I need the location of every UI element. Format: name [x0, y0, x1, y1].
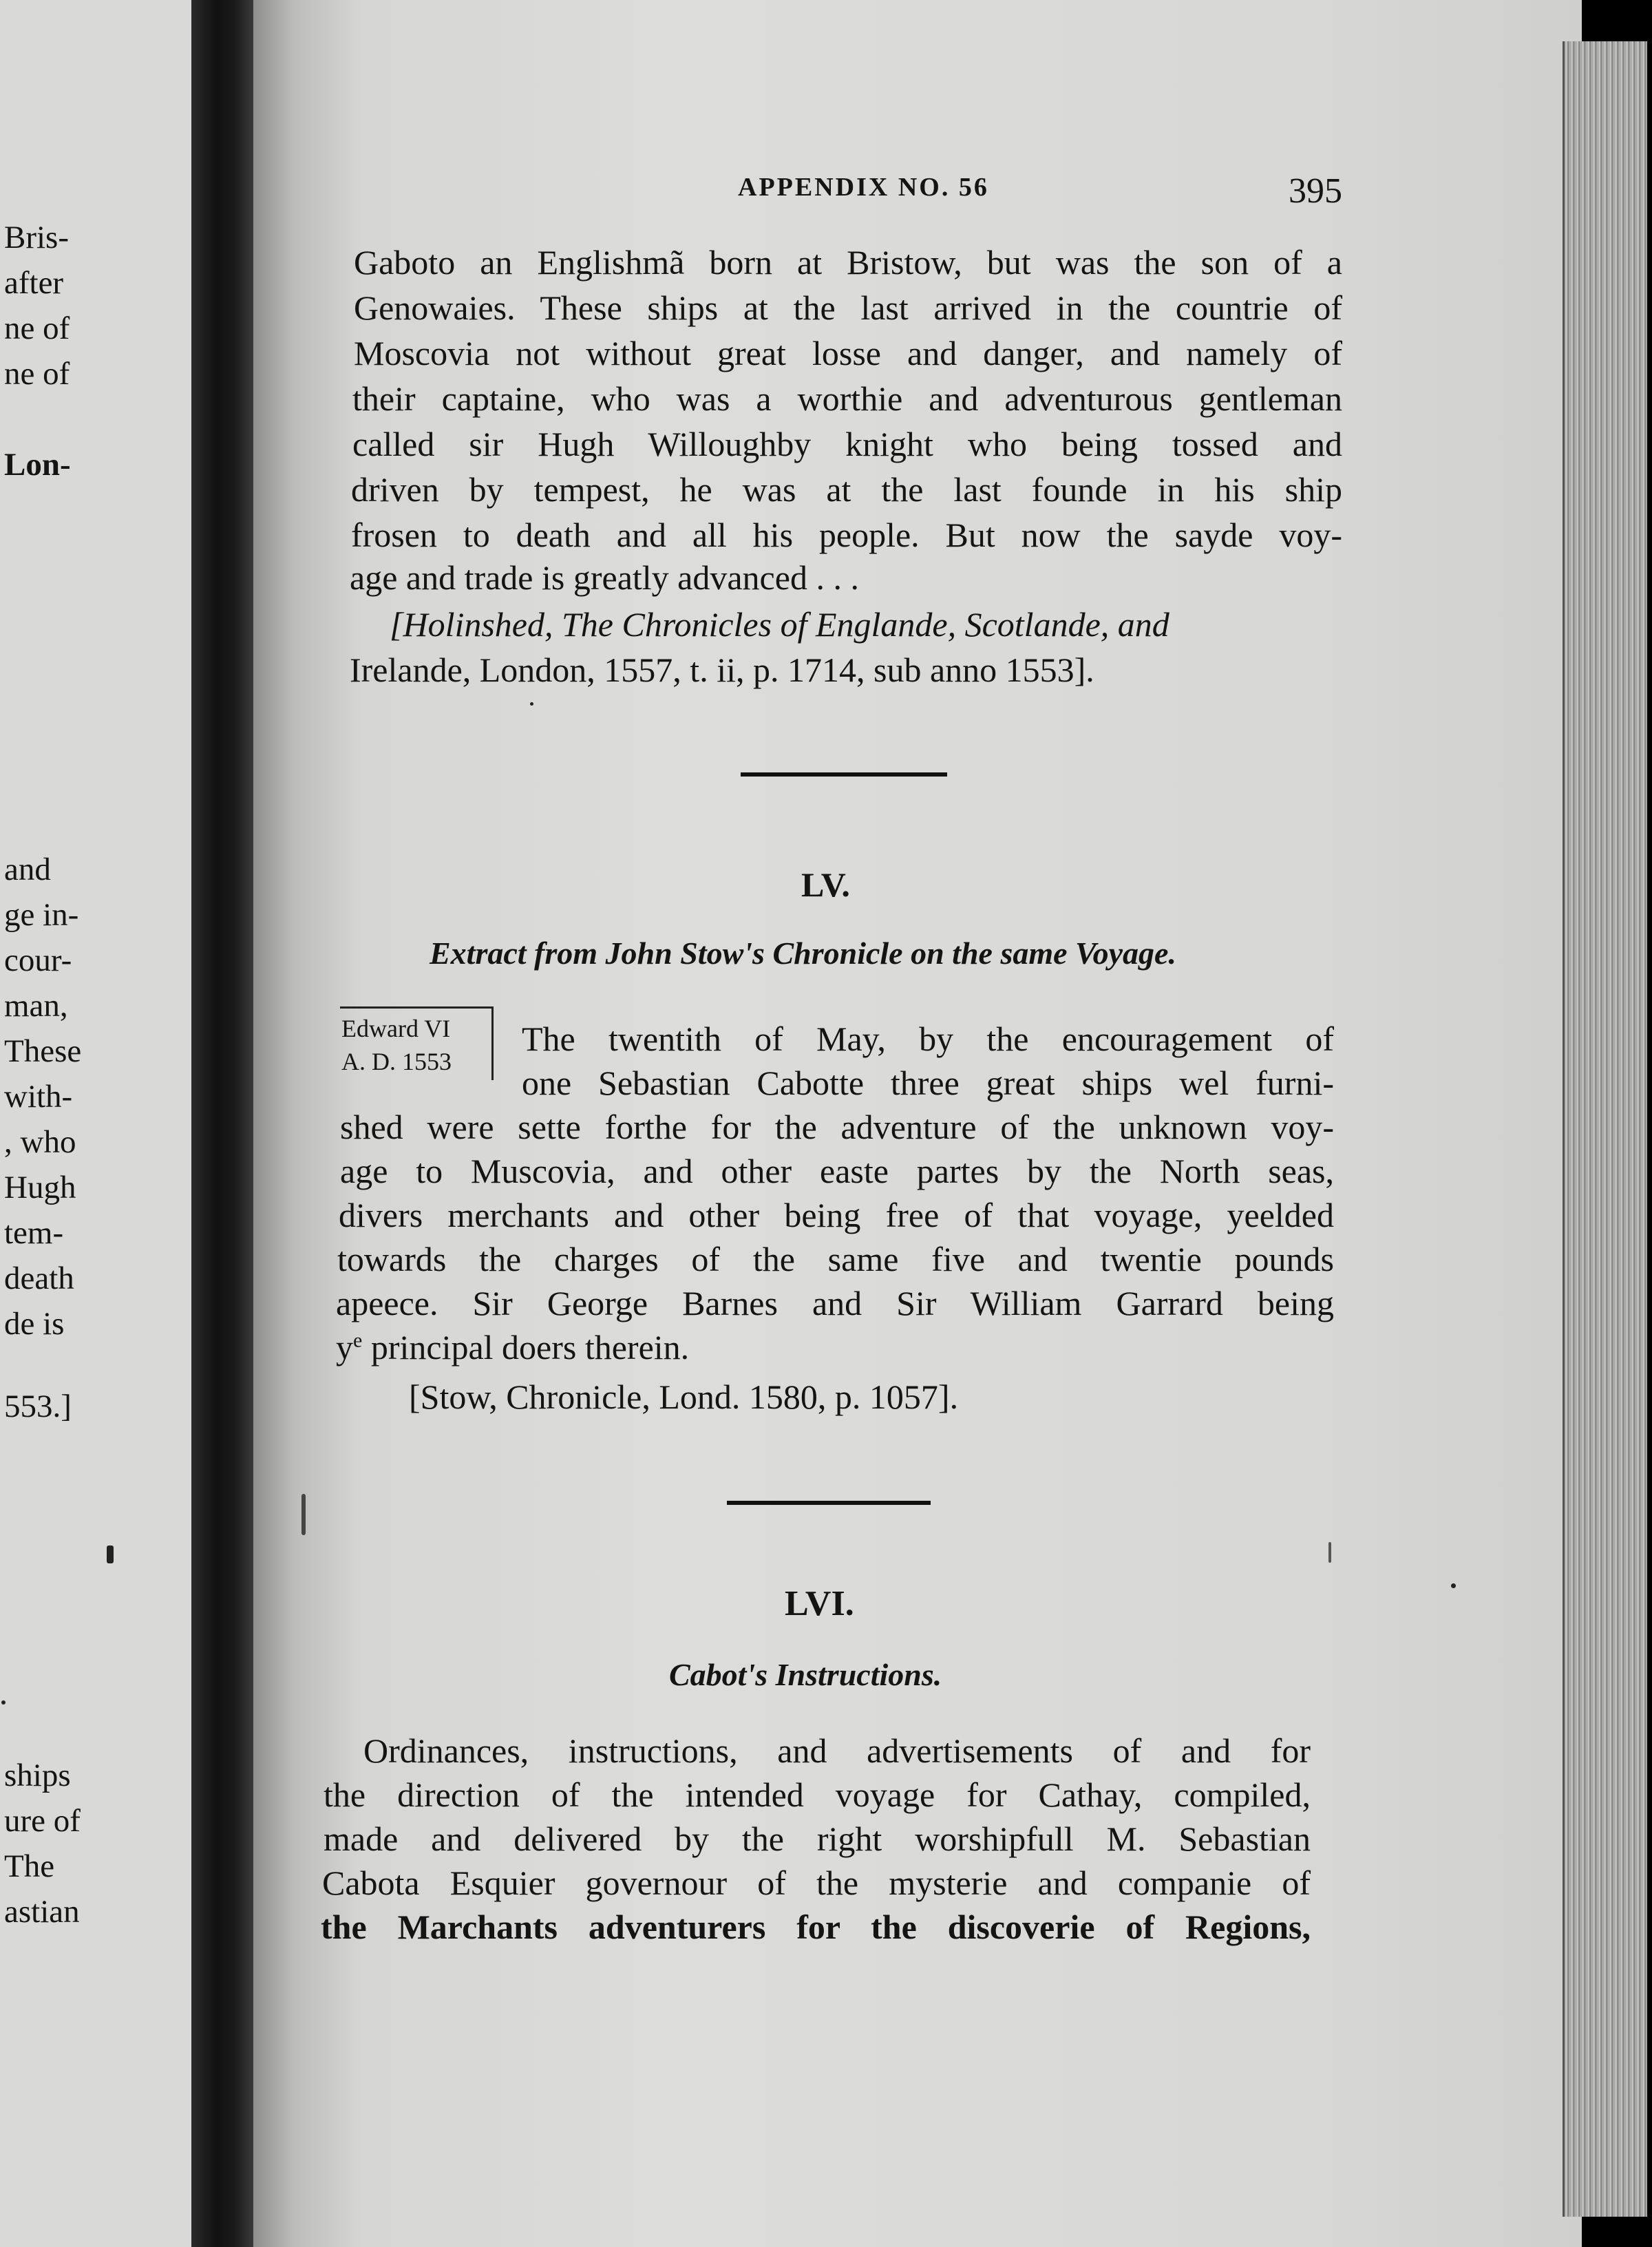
left-fragment-line: ge in-: [4, 897, 79, 933]
citation-line: [Holinshed, The Chronicles of Englande, Scotlande, and: [390, 605, 1169, 644]
text-line: frosen to death and all his people. But now the sayde voy-: [351, 516, 1342, 554]
section-title: Extract from John Stow's Chronicle on the same Voyage.: [430, 936, 1176, 971]
left-fragment-line: ure of: [4, 1803, 81, 1839]
text-line: their captaine, who was a worthie and adventurous gentleman: [352, 379, 1342, 418]
left-fragment-line: after: [4, 265, 64, 301]
scan-artifact: [1328, 1542, 1331, 1563]
margin-note-line: Edward VI: [341, 1015, 451, 1042]
text-line: the Marchants adventurers for the discoverie of Regions,: [321, 1908, 1311, 1946]
text-line: Ordinances, instructions, and advertisements of and for: [363, 1731, 1311, 1770]
text-line: Genowaies. These ships at the last arrived in the countrie of: [354, 288, 1342, 327]
text-line: the direction of the intended voyage for Cathay, compiled,: [324, 1775, 1311, 1814]
left-fragment-line: with-: [4, 1079, 73, 1115]
text-line: one Sebastian Cabotte three great ships wel furni-: [522, 1064, 1334, 1102]
page-number: 395: [1289, 171, 1342, 211]
text-line-ye: [336, 1327, 689, 1367]
text-line: divers merchants and other being free of that voyage, yeelded: [339, 1196, 1334, 1234]
text-line: age and trade is greatly advanced . . .: [350, 558, 859, 597]
text-line: Cabota Esquier governour of the mysterie and companie of: [322, 1864, 1311, 1902]
text-line: age to Muscovia, and other easte partes by the North seas,: [340, 1152, 1334, 1190]
left-fragment-line: cour-: [4, 942, 72, 978]
left-fragment-line: de is: [4, 1306, 65, 1342]
left-fragment-line: man,: [4, 988, 68, 1024]
book-gutter: [191, 0, 253, 2247]
left-fragment-line: 553.]: [4, 1389, 72, 1424]
left-fragment-line: The: [4, 1848, 55, 1884]
left-fragment-line: astian: [4, 1894, 80, 1930]
left-fragment-line: tem-: [4, 1215, 64, 1251]
left-fragment-line: ne of: [4, 310, 70, 346]
ink-speck: [1, 1700, 6, 1705]
text-line: towards the charges of the same five and twentie pounds: [337, 1240, 1334, 1278]
text-line: principal doers therein.: [370, 1328, 690, 1367]
left-fragment-line: Bris-: [4, 220, 69, 255]
left-fragment-line: death: [4, 1260, 74, 1296]
left-fragment-line: , who: [4, 1124, 76, 1160]
text-line: made and delivered by the right worshipfull M. Sebastian: [324, 1819, 1311, 1858]
scan-artifact: [1451, 1583, 1456, 1588]
text-line: Gaboto an Englishmã born at Bristow, but was the son of a: [354, 243, 1342, 282]
ye-abbreviation: y: [336, 1328, 353, 1367]
text-line: apeece. Sir George Barnes and Sir William Garrard being: [336, 1284, 1334, 1322]
left-fragment-line: ne of: [4, 356, 70, 392]
section-number: LVI.: [785, 1584, 854, 1623]
text-line: driven by tempest, he was at the last founde in his ship: [351, 470, 1342, 509]
left-fragment-line: These: [4, 1033, 82, 1069]
section-title: Cabot's Instructions.: [669, 1657, 942, 1692]
citation-line: [Stow, Chronicle, Lond. 1580, p. 1057].: [409, 1378, 959, 1416]
margin-note-line: A. D. 1553: [341, 1048, 452, 1075]
margin-note: [340, 1006, 494, 1080]
left-fragment-line: and: [4, 852, 51, 887]
left-fragment-line: ships: [4, 1758, 71, 1793]
page-edges: [1563, 41, 1647, 2217]
text-line: shed were sette forthe for the adventure of the unknown voy-: [340, 1108, 1334, 1146]
text-line: Moscovia not without great losse and danger, and namely of: [354, 334, 1342, 372]
section-divider: [741, 772, 947, 777]
section-number: LV.: [801, 865, 850, 904]
text-line: called sir Hugh Willoughby knight who being tossed and: [352, 425, 1342, 463]
running-title: APPENDIX NO. 56: [738, 173, 989, 202]
scan-artifact: [530, 702, 533, 706]
section-divider: [727, 1501, 931, 1505]
scan-artifact: [301, 1494, 306, 1535]
left-fragment-line: Lon-: [4, 447, 71, 483]
left-fragment-line: Hugh: [4, 1170, 76, 1205]
citation-line: Irelande, London, 1557, t. ii, p. 1714, sub anno 1553].: [350, 651, 1094, 689]
ye-superscript: e: [353, 1329, 363, 1352]
text-line: The twentith of May, by the encouragement of: [522, 1020, 1334, 1058]
left-page-fragment: [0, 0, 191, 2247]
ink-speck: [107, 1546, 114, 1563]
